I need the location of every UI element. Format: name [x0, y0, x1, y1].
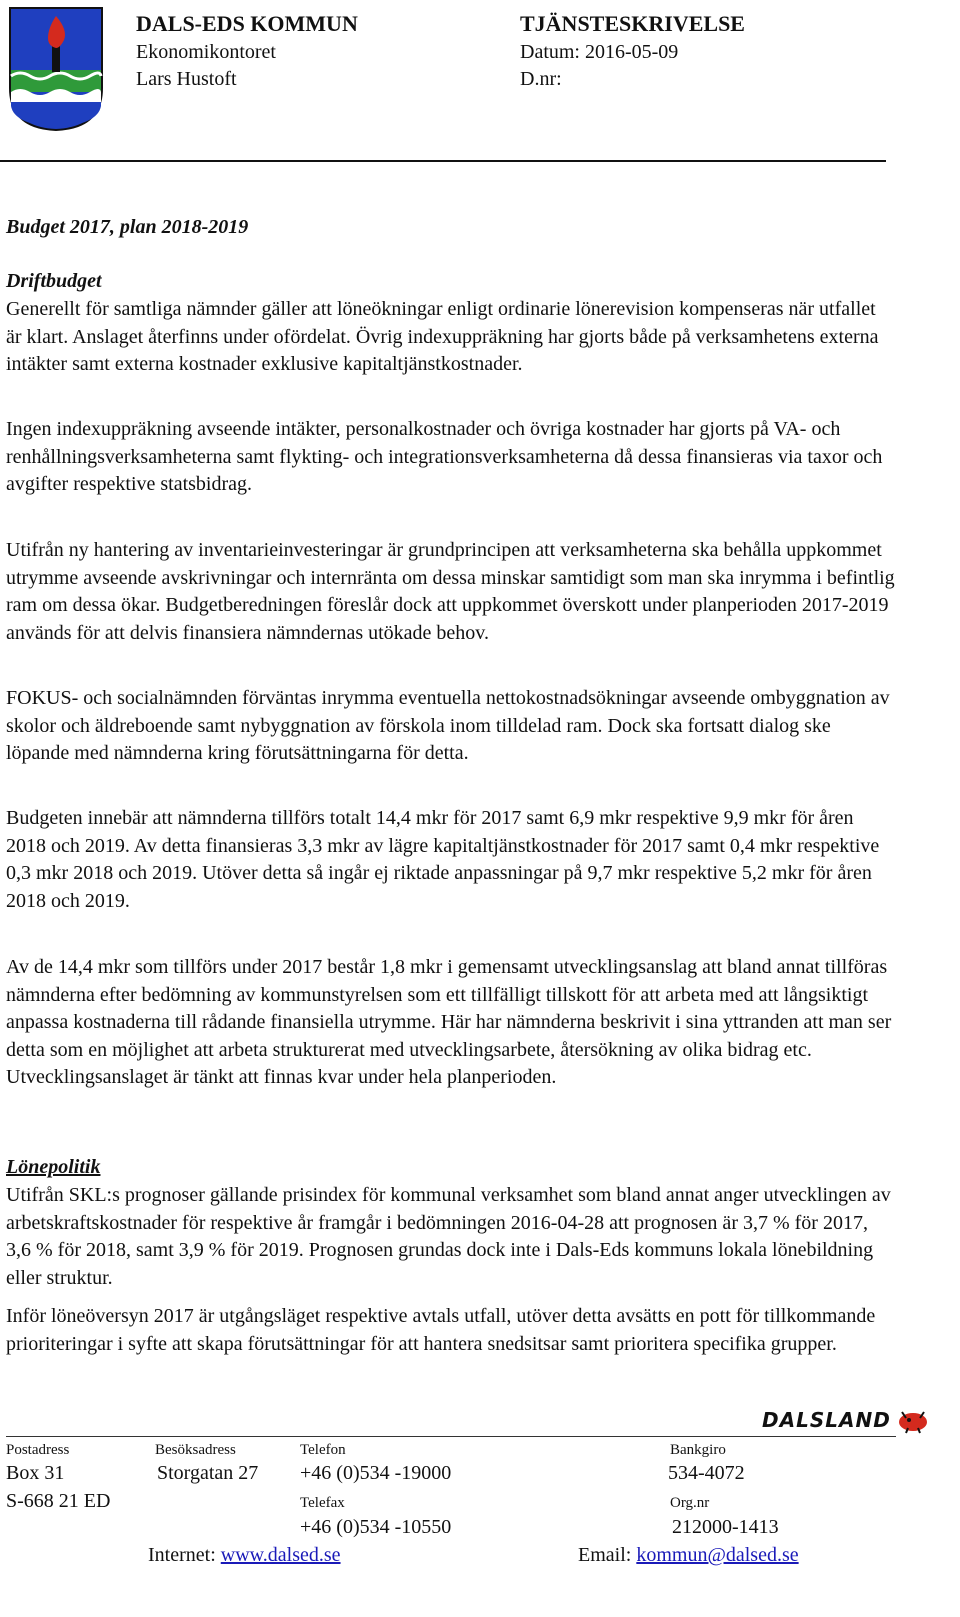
footer-besoksadress-label: Besöksadress	[155, 1442, 236, 1458]
document-date: Datum: 2016-05-09	[520, 41, 679, 63]
footer-postadress-label: Postadress	[6, 1442, 70, 1458]
footer-telefon-value: +46 (0)534 -19000	[300, 1462, 452, 1484]
paragraph-drift-5: Budgeten innebär att nämnderna tillförs totalt 14,4 mkr för 2017 samt 6,9 mkr respektive 9,9 mkr för åren 2018 och 2019. Av detta finansieras 3,3 mkr av lägre kapitaltjänstkostnader för 2017 samt 0,4 mkr respektive 0,3 mkr 2018 och 2019. Utöver detta så ingår ej riktade anpassningar på 9,7 mkr respektive 5,2 mkr för åren 2018 och 2019.	[6, 807, 880, 912]
footer-telefon-label: Telefon	[300, 1442, 346, 1458]
footer-internet	[148, 1544, 341, 1567]
email-link[interactable]: kommun@dalsed.se	[636, 1544, 799, 1566]
footer-email	[578, 1544, 799, 1567]
document-dnr: D.nr:	[520, 68, 562, 90]
paragraph-lone-1: Utifrån SKL:s prognoser gällande prisindex för kommunal verksamhet som bland annat anger utvecklingen av arbetskraftskostnader för respektive år framgår i bedömningen 2016-04-28 att prognosen är 3,7 % för 2017, 3,6 % för 2018, samt 3,9 % för 2019. Prognosen grundas dock inte i Dals-Eds kommuns lokala lönebildning eller struktur.	[6, 1184, 891, 1289]
section-title-lonepolitik: Lönepolitik	[6, 1156, 101, 1178]
footer-email-label: Email:	[578, 1544, 632, 1566]
footer-bankgiro-label: Bankgiro	[670, 1442, 726, 1458]
paragraph-drift-3: Utifrån ny hantering av inventarieinvesteringar är grundprincipen att verksamheterna ska behålla uppkommet utrymme avseende avskrivningar och internränta om dessa minskar samtidigt som man ska inrymma i befintlig ram om dessa ökar. Budgetberedningen föreslår dock att uppkommet överskott under planperioden 2017-2019 används för att delvis finansiera nämndernas utökade behov.	[6, 539, 895, 644]
footer-divider	[6, 1436, 896, 1437]
paragraph-lone-2: Inför löneöversyn 2017 är utgångsläget respektive avtals utfall, utöver detta avsätts en pott för tillkommande prioriteringar i syfte att skapa förutsättningar för att hantera snedsitsar samt prioritera specifika grupper.	[6, 1305, 876, 1355]
footer-bankgiro-value: 534-4072	[668, 1462, 745, 1484]
paragraph-drift-4: FOKUS- och socialnämnden förväntas inrymma eventuella nettokostnadsökningar avseende ombyggnation av skolor och äldreboende samt nybyggnation av förskola inom tilldelad ram. Dock ska fortsatt dialog ske löpande med nämnderna kring förutsättningarna för detta.	[6, 687, 890, 764]
paragraph-drift-1: Generellt för samtliga nämnder gäller att löneökningar enligt ordinarie lönerevision kompenseras när utfallet är klart. Anslaget återfinns under ofördelat. Övrig indexuppräkning har gjorts både på verksamhetens externa intäkter samt externa kostnader exklusive kapitaltjänstkostnader.	[6, 298, 879, 375]
section-title-driftbudget: Driftbudget	[6, 270, 102, 292]
footer-telefax-value: +46 (0)534 -10550	[300, 1516, 452, 1538]
footer-postadress-line1: Box 31	[6, 1462, 65, 1484]
municipality-crest-logo	[8, 6, 104, 132]
website-link[interactable]: www.dalsed.se	[220, 1544, 341, 1566]
paragraph-drift-6: Av de 14,4 mkr som tillförs under 2017 består 1,8 mkr i gemensamt utvecklingsanslag att bland annat tillföras nämnderna efter bedömning av kommunstyrelsen som ett tillfälligt tillskott för att arbeta med att långsiktigt anpassa kostnaderna till rådande finansiella utrymme. Här har nämnderna beskrivit i sina yttranden att man ser detta som en möjlighet att arbeta strukturerat med utvecklingsarbete, återsökning av olika bidrag etc. Utvecklingsanslaget är tänkt att finnas kvar under hela planperioden.	[6, 956, 892, 1088]
header-divider	[0, 160, 886, 162]
footer-besoksadress-value: Storgatan 27	[157, 1462, 259, 1484]
footer-internet-label: Internet:	[148, 1544, 216, 1566]
dalsland-logo	[762, 1406, 932, 1434]
org-name: DALS-EDS KOMMUN	[136, 11, 358, 36]
footer-postadress-line2: S-668 21 ED	[6, 1490, 111, 1512]
footer-orgnr-label: Org.nr	[670, 1495, 710, 1511]
footer-telefax-label: Telefax	[300, 1495, 345, 1511]
department: Ekonomikontoret	[136, 41, 276, 63]
document-title: Budget 2017, plan 2018-2019	[6, 216, 249, 238]
dalsland-logo-emblem-icon	[896, 1406, 930, 1434]
dalsland-logo-text: DALSLAND	[762, 1408, 891, 1432]
footer-orgnr-value: 212000-1413	[672, 1516, 779, 1538]
document-type: TJÄNSTESKRIVELSE	[520, 11, 745, 36]
author: Lars Hustoft	[136, 68, 237, 90]
paragraph-drift-2: Ingen indexuppräkning avseende intäkter, personalkostnader och övriga kostnader har gjorts på VA- och renhållningsverksamheterna samt flykting- och integrationsverksamheterna då dessa finansieras via taxor och avgifter respektive statsbidrag.	[6, 418, 883, 495]
